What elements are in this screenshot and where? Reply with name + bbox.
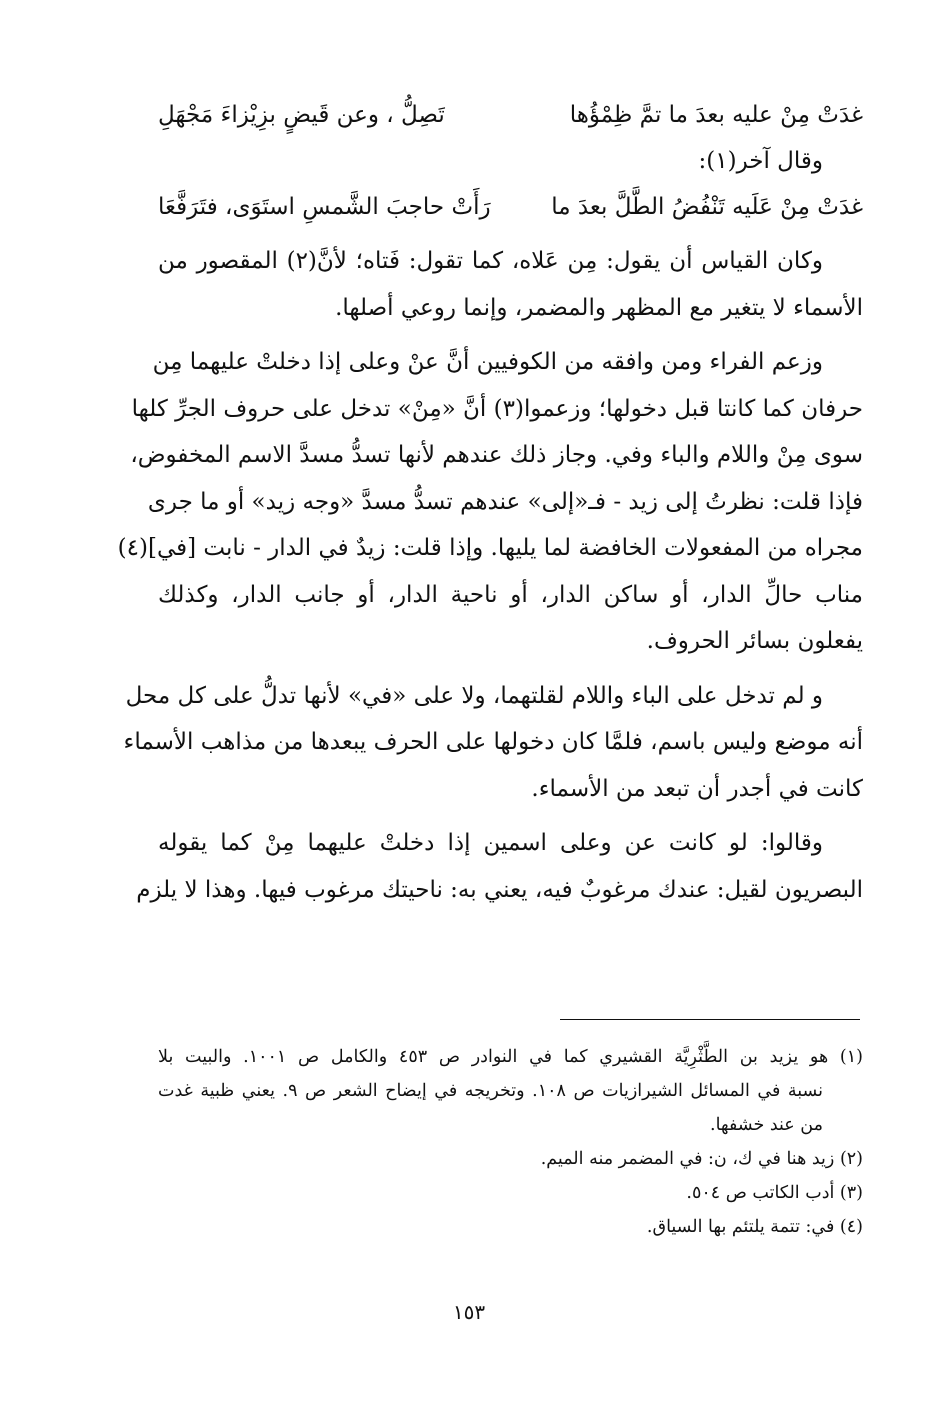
paragraph-line: كانت في أجدر أن تبعد من الأسماء. xyxy=(531,775,863,802)
footnote-1-line: نسبة في المسائل الشيرازيات ص ١٠٨. وتخريجه في إيضاح الشعر ص ٩. يعني ظبية غدت xyxy=(158,1081,824,1101)
verse-2-left-hemistich: رَأَتْ حاجبَ الشَّمسِ استَوَى، فتَرَفَّعَا xyxy=(158,194,491,220)
footnote-1-line: (١) هو يزيد بن الطَّثْرِيَّة القشيري كما في النوادر ص ٤٥٣ والكامل ص ١٠٠١. والبيت بلا xyxy=(158,1047,863,1067)
verse-1 xyxy=(158,92,863,138)
paragraph-line: أنه موضع وليس باسم، فلمَّا كان دخولها على الحرف يبعدها من مذاهب الأسماء xyxy=(123,729,863,755)
footnote-2: (٢) زيد هنا في ك، ن: في المضمر منه الميم. xyxy=(540,1149,863,1169)
footnotes xyxy=(158,1040,863,1244)
verse-1-right-hemistich: غدَتْ مِنْ عليه بعدَ ما تمَّ ظِمْؤُها xyxy=(569,102,863,128)
paragraph-line: وكان القياس أن يقول: مِن عَلاه، كما تقول: فَتاه؛ لأنَّ(٢) المقصور من xyxy=(158,248,823,274)
main-text xyxy=(117,92,863,913)
paragraph-qalu xyxy=(136,820,863,913)
footnote-4: (٤) في: تتمة يلتئم بها السياق. xyxy=(646,1217,863,1237)
paragraph-line: و لم تدخل على الباء واللام لقلتهما، ولا على «في» لأنها تدلُّ على كل محل xyxy=(125,682,823,709)
verse-1-left-hemistich: تَصِلُّ ، وعن قَيضٍ بزِيْزاءَ مَجْهَلِ xyxy=(158,102,445,128)
paragraph-line: حرفان كما كانتا قبل دخولها؛ وزعموا(٣) أنَّ «مِنْ» تدخل على حروف الجرِّ كلها xyxy=(131,395,863,422)
paragraph-qiyas xyxy=(158,238,863,331)
footnote-3: (٣) أدب الكاتب ص ٥٠٤. xyxy=(686,1183,863,1203)
verse-2 xyxy=(158,184,863,230)
verse-2-intro: وقال آخر(١): xyxy=(698,148,823,174)
page-number: ١٥٣ xyxy=(452,1300,486,1324)
footnote-separator xyxy=(560,1019,860,1020)
paragraph-line: وقالوا: لو كانت عن وعلى اسمين إذا دخلتْ عليهما مِنْ كما يقوله xyxy=(158,830,823,856)
paragraph-line: البصريون لقيل: عندك مرغوبٌ فيه، يعني به: ناحيتك مرغوب فيها. وهذا لا يلزم xyxy=(136,876,863,903)
paragraph-farra xyxy=(117,339,863,665)
paragraph-line: يفعلون بسائر الحروف. xyxy=(646,628,863,654)
paragraph-line: فإذا قلت: نظرتُ إلى زيد - فـ«إلى» عندهم تسدُّ مسدَّ «وجه زيد» أو ما جرى xyxy=(147,488,863,515)
footnote-1-line: من عند خشفها. xyxy=(710,1115,823,1135)
paragraph-line: مجراه من المفعولات الخافضة لما يليها. وإذا قلت: زيدٌ في الدار - نابت [في](٤) xyxy=(117,535,863,561)
paragraph-lam xyxy=(123,673,863,813)
paragraph-line: سوى مِنْ واللام والباء وفي. وجاز ذلك عندهم لأنها تسدُّ مسدَّ الاسم المخفوض، xyxy=(130,442,863,468)
paragraph-line: وزعم الفراء ومن وافقه من الكوفيين أنَّ عنْ وعلى إذا دخلتْ عليهما مِن xyxy=(152,349,823,375)
paragraph-line: الأسماء لا يتغير مع المظهر والمضمر، وإنما روعي أصلها. xyxy=(335,294,863,321)
paragraph-line: مناب حالِّ الدار، أو ساكن الدار، أو ناحية الدار، أو جانب الدار، وكذلك xyxy=(158,581,863,608)
verse-2-right-hemistich: غدَتْ مِنْ عَلَيه تَنْفُضُ الطَّلَّ بعدَ ما xyxy=(551,194,863,220)
